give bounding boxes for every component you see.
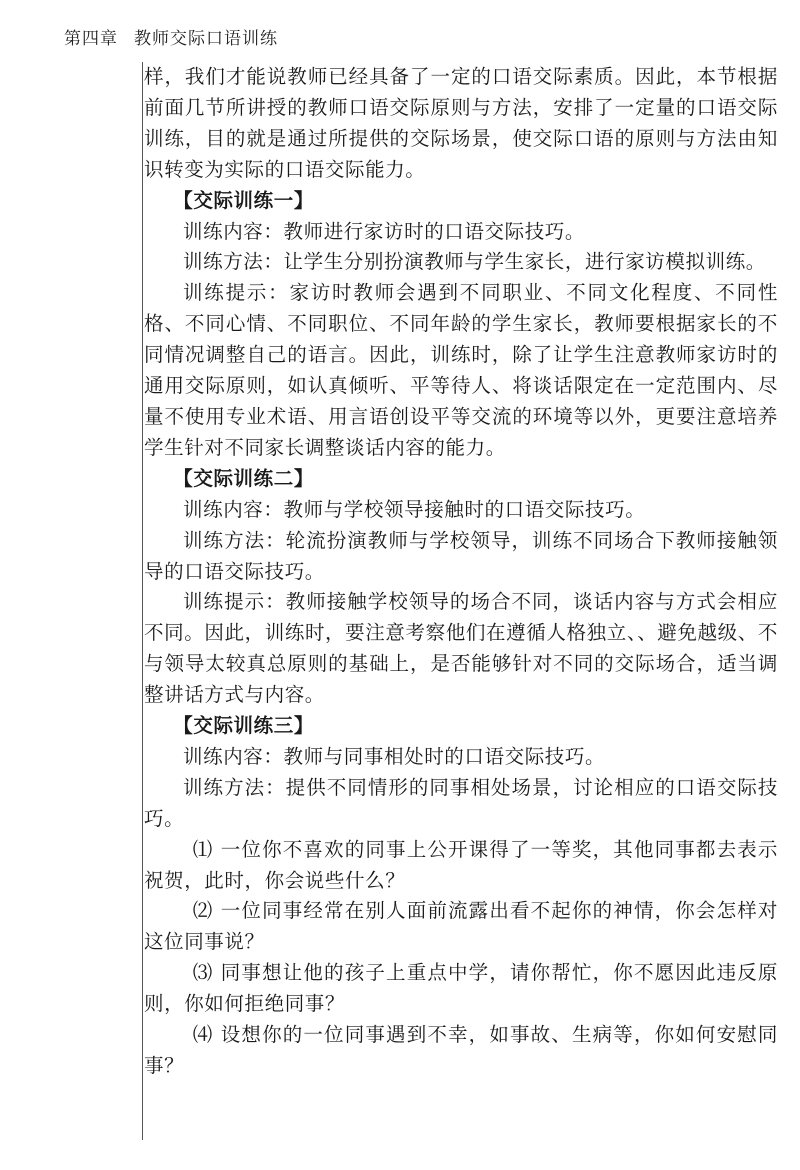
section-heading-training-2: 【交际训练二】	[173, 466, 314, 490]
paragraph-method-1: 训练方法：让学生分别扮演教师与学生家长，进行家访模拟训练。	[183, 250, 766, 274]
paragraph-method-2: 训练方法：轮流扮演教师与学校领导，训练不同场合下教师接触领导的口语交际技巧。	[144, 528, 778, 583]
running-header	[64, 24, 278, 49]
paragraph-hint-2: 训练提示：教师接触学校领导的场合不同，谈话内容与方式会相应不同。因此，训练时，要注意考察他们在遵循人格独立、、避免越级、不与领导太较真总原则的基础上，是否能够针对不同的交际场合，适当调整讲话方式与内容。	[144, 590, 778, 707]
paragraph-continued: 样，我们才能说教师已经具备了一定的口语交际素质。因此，本节根据前面几节所讲授的教师口语交际原则与方法，安排了一定量的口语交际训练，目的就是通过所提供的交际场景，使交际口语的原则与方法由知识转变为实际的口语交际能力。	[144, 65, 778, 181]
margin-rule	[142, 62, 143, 1140]
section-heading-training-1: 【交际训练一】	[173, 188, 314, 212]
paragraph-content-3: 训练内容：教师与同事相处时的口语交际技巧。	[183, 744, 606, 768]
paragraph-hint-1: 训练提示：家访时教师会遇到不同职业、不同文化程度、不同性格、不同心情、不同职位、不同年龄的学生家长，教师要根据家长的不同情况调整自己的语言。因此，训练时，除了让学生注意教师家访时的通用交际原则，如认真倾听、平等待人、将谈话限定在一定范围内、尽量不使用专业术语、用言语创设平等交流的环境等以外，更要注意培养学生针对不同家长调整谈话内容的能力。	[144, 281, 778, 459]
chapter-title: 教师交际口语训练	[134, 29, 278, 49]
section-heading-training-3: 【交际训练三】	[173, 714, 314, 738]
body-text	[144, 62, 778, 1082]
numbered-item-4: ⑷ 设想你的一位同事遇到不幸，如事故、生病等，你如何安慰同事？	[144, 1023, 778, 1077]
numbered-item-2: ⑵ 一位同事经常在别人面前流露出看不起你的神情，你会怎样对这位同事说？	[144, 899, 778, 954]
paragraph-content-2: 训练内容：教师与学校领导接触时的口语交际技巧。	[183, 497, 646, 521]
numbered-item-3: ⑶ 同事想让他的孩子上重点中学，请你帮忙，你不愿因此违反原则，你如何拒绝同事？	[144, 961, 778, 1016]
paragraph-method-3: 训练方法：提供不同情形的同事相处场景，讨论相应的口语交际技巧。	[144, 775, 778, 830]
chapter-number: 第四章	[64, 29, 118, 49]
paragraph-content-1: 训练内容：教师进行家访时的口语交际技巧。	[183, 219, 586, 243]
numbered-item-1: ⑴ 一位你不喜欢的同事上公开课得了一等奖，其他同事都去表示祝贺，此时，你会说些什么？	[144, 837, 778, 892]
